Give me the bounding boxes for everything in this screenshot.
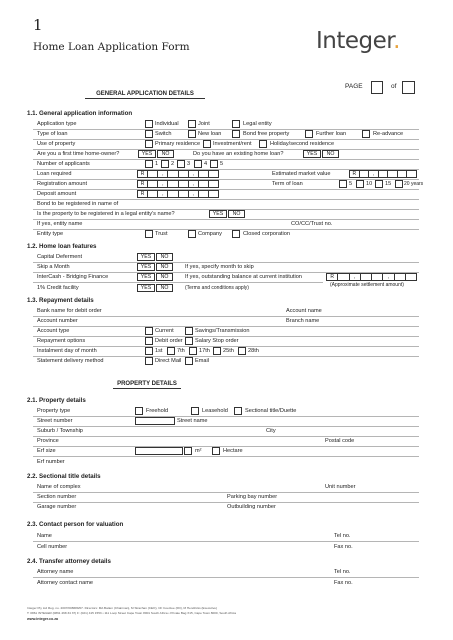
trust-no-label: CO/CC/Trust no. <box>291 221 333 227</box>
repayment-label: Repayment options <box>37 338 86 344</box>
cell-number-label: Cell number <box>37 544 68 550</box>
holiday-checkbox[interactable] <box>259 140 267 148</box>
sectional-checkbox[interactable] <box>234 407 242 415</box>
entity-type-label: Entity type <box>37 231 64 237</box>
applicants-1-label: 1 <box>155 161 159 167</box>
contact-tel-label: Tel no. <box>334 533 351 539</box>
new-loan-label: New loan <box>198 131 222 137</box>
suburb-label: Suburb / Township <box>37 428 83 434</box>
section-header-general: GENERAL APPLICATION DETAILS <box>85 90 205 99</box>
existing-loan-label: Do you have an existing home loan? <box>193 151 284 157</box>
first-time-yes[interactable]: YES <box>138 150 156 158</box>
heading-1-3: 1.3. Repayment details <box>27 297 94 304</box>
complex-label: Name of complex <box>37 484 81 490</box>
intercash-label: InterCash - Bridging Finance <box>37 274 109 280</box>
applicants-4-label: 4 <box>204 161 208 167</box>
term-5-label: 5 <box>349 181 353 187</box>
freehold-checkbox[interactable] <box>135 407 143 415</box>
heading-2-3: 2.3. Contact person for valuation <box>27 521 124 528</box>
application-type-label: Application type <box>37 121 77 127</box>
city-label: City <box>266 428 276 434</box>
legal-entity-yes[interactable]: YES <box>209 210 227 218</box>
day-7-label: 7th <box>177 348 185 354</box>
further-loan-label: Further loan <box>316 131 347 137</box>
existing-loan-no[interactable]: NO <box>322 150 339 158</box>
applicants-3-label: 3 <box>187 161 191 167</box>
investment-checkbox[interactable] <box>203 140 211 148</box>
re-advance-label: Re-advance <box>373 131 404 137</box>
branch-name-label: Branch name <box>286 318 320 324</box>
account-name-label: Account name <box>286 308 322 314</box>
legal-entity-no[interactable]: NO <box>228 210 245 218</box>
primary-residence-label: Primary residence <box>155 141 201 147</box>
garage-number-label: Garage number <box>37 504 77 510</box>
day-1-label: 1st <box>155 348 163 354</box>
attorney-contact-label: Attorney contact name <box>37 580 93 586</box>
unit-number-label: Unit number <box>325 484 356 490</box>
joint-label: Joint <box>198 121 210 127</box>
term-20-label: 20 years <box>404 181 424 187</box>
attorney-name-label: Attorney name <box>37 569 74 575</box>
stop-order-label: Salary Stop order <box>195 338 239 344</box>
skip-yes[interactable]: YES <box>137 263 155 271</box>
day-28-label: 28th <box>248 348 259 354</box>
attorney-tel-label: Tel no. <box>334 569 351 575</box>
hectare-checkbox[interactable] <box>212 447 220 455</box>
heading-2-2: 2.2. Sectional title details <box>27 473 101 480</box>
facility-yes[interactable]: YES <box>137 284 155 292</box>
statement-label: Statement delivery method <box>37 358 104 364</box>
brand-logo <box>316 28 400 54</box>
trust-checkbox[interactable] <box>145 230 153 238</box>
bank-name-label: Bank name for debit order <box>37 308 102 314</box>
contact-name-label: Name <box>37 533 52 539</box>
legal-entity-label: Legal entity <box>243 121 272 127</box>
intercash-sub: (Approximate settlement amount) <box>330 282 404 288</box>
deposit-currency: R <box>138 191 148 197</box>
street-name-label: Street name <box>177 418 208 424</box>
term-15-checkbox[interactable] <box>375 180 383 188</box>
outbuilding-label: Outbuilding number <box>227 504 276 510</box>
intercash-no[interactable]: NO <box>156 273 173 281</box>
email-label: Email <box>195 358 209 364</box>
bond-name-label: Bond to be registered in name of <box>37 201 119 207</box>
loan-required-input[interactable]: R , , <box>137 170 219 178</box>
capital-no[interactable]: NO <box>156 253 173 261</box>
investment-label: Investment/rent <box>213 141 252 147</box>
primary-residence-checkbox[interactable] <box>145 140 153 148</box>
bond-free-label: Bond free property <box>243 131 290 137</box>
facility-note: (Terms and conditions apply) <box>185 285 249 291</box>
market-value-input[interactable]: R , <box>349 170 417 178</box>
direct-mail-label: Direct Mail <box>155 358 182 364</box>
freehold-label: Freehold <box>146 408 169 414</box>
leasehold-checkbox[interactable] <box>191 407 199 415</box>
term-10-checkbox[interactable] <box>356 180 364 188</box>
deposit-label: Deposit amount <box>37 191 77 197</box>
day-17-label: 17th <box>199 348 210 354</box>
intercash-note: If yes, outstanding balance at current institution <box>185 274 302 280</box>
skip-note: If yes, specify month to skip <box>185 264 254 270</box>
closed-corp-label: Closed corporation <box>243 231 290 237</box>
erf-number-label: Erf number <box>37 459 65 465</box>
street-number-label: Street number <box>37 418 73 424</box>
facility-no[interactable]: NO <box>156 284 173 292</box>
province-label: Province <box>37 438 59 444</box>
footer-line-2: T: 0861 INTEGER (0861 468 34 37) F: (021) 415 1553 • 111 Loop Street Cape Town 8001 South Africa • Private Bag X15, Cape Town 8000, South Africa <box>27 611 237 615</box>
skip-no[interactable]: NO <box>156 263 173 271</box>
section-header-property: PROPERTY DETAILS <box>113 380 181 389</box>
registration-label: Registration amount <box>37 181 88 187</box>
day-17-checkbox[interactable] <box>189 347 197 355</box>
term-15-label: 15 <box>385 181 392 187</box>
term-10-label: 10 <box>366 181 373 187</box>
stop-order-checkbox[interactable] <box>185 337 193 345</box>
heading-2-4: 2.4. Transfer attorney details <box>27 558 111 565</box>
registration-currency: R <box>138 181 148 187</box>
intercash-amount-input[interactable]: R , , <box>326 273 417 281</box>
capital-deferment-label: Capital Deferment <box>37 254 83 260</box>
applicants-5-label: 5 <box>220 161 224 167</box>
closed-corp-checkbox[interactable] <box>232 230 240 238</box>
market-value-label: Estimated market value <box>272 171 331 177</box>
footer-url[interactable]: www.integer.co.za <box>27 617 59 621</box>
account-number-label: Account number <box>37 318 78 324</box>
m2-label: m² <box>195 448 202 454</box>
current-checkbox[interactable] <box>145 327 153 335</box>
further-loan-checkbox[interactable] <box>305 130 313 138</box>
term-label: Term of loan <box>272 181 303 187</box>
applicants-1-checkbox[interactable] <box>145 160 153 168</box>
current-label: Current <box>155 328 174 334</box>
applicants-2-label: 2 <box>171 161 175 167</box>
instalment-label: Instalment day of month <box>37 348 97 354</box>
switch-label: Switch <box>155 131 172 137</box>
day-25-checkbox[interactable] <box>213 347 221 355</box>
intercash-yes[interactable]: YES <box>137 273 155 281</box>
bond-free-checkbox[interactable] <box>232 130 240 138</box>
first-time-label: Are you a first time home-owner? <box>37 151 120 157</box>
holiday-label: Holiday/second residence <box>270 141 335 147</box>
joint-checkbox[interactable] <box>188 120 196 128</box>
new-loan-checkbox[interactable] <box>188 130 196 138</box>
page-input[interactable] <box>371 81 383 94</box>
attorney-fax-label: Fax no. <box>334 580 353 586</box>
applicants-2-checkbox[interactable] <box>161 160 169 168</box>
heading-1-1: 1.1. General application information <box>27 110 133 117</box>
leasehold-label: Leasehold <box>202 408 228 414</box>
erf-size-label: Erf size <box>37 448 56 454</box>
day-28-checkbox[interactable] <box>238 347 246 355</box>
trust-label: Trust <box>155 231 168 237</box>
term-20-checkbox[interactable] <box>395 180 403 188</box>
entity-name-label: If yes, entity name <box>37 221 83 227</box>
email-checkbox[interactable] <box>185 357 193 365</box>
use-of-property-label: Use of property <box>37 141 76 147</box>
deposit-input[interactable]: R , , <box>137 190 219 198</box>
legal-entity-question: Is the property to be registered in a legal entity's name? <box>37 211 175 217</box>
credit-facility-label: 1% Credit facility <box>37 285 79 291</box>
individual-checkbox[interactable] <box>145 120 153 128</box>
page-title: Home Loan Application Form <box>33 41 190 53</box>
loan-required-currency: R <box>138 171 148 177</box>
day-1-checkbox[interactable] <box>145 347 153 355</box>
savings-checkbox[interactable] <box>185 327 193 335</box>
day-25-label: 25th <box>223 348 234 354</box>
section-number-label: Section number <box>37 494 77 500</box>
debit-order-label: Debit order <box>155 338 183 344</box>
switch-checkbox[interactable] <box>145 130 153 138</box>
heading-2-1: 2.1. Property details <box>27 397 86 404</box>
postal-code-label: Postal code <box>325 438 355 444</box>
day-7-checkbox[interactable] <box>167 347 175 355</box>
market-value-currency: R <box>350 171 360 177</box>
direct-mail-checkbox[interactable] <box>145 357 153 365</box>
brand-name: Integer <box>316 28 394 54</box>
registration-input[interactable]: R , , <box>137 180 219 188</box>
hectare-label: Hectare <box>223 448 243 454</box>
applicants-3-checkbox[interactable] <box>177 160 185 168</box>
contact-fax-label: Fax no. <box>334 544 353 550</box>
legal-entity-checkbox[interactable] <box>232 120 240 128</box>
applicants-4-checkbox[interactable] <box>194 160 202 168</box>
term-5-checkbox[interactable] <box>339 180 347 188</box>
account-type-label: Account type <box>37 328 70 334</box>
loan-required-label: Loan required <box>37 171 72 177</box>
skip-month-label: Skip a Month <box>37 264 70 270</box>
type-of-loan-label: Type of loan <box>37 131 68 137</box>
page-number: 1 <box>33 16 43 34</box>
page-total-input[interactable] <box>402 81 415 94</box>
footer-line-1: Integer Pty Ltd Reg. no. 2007/008689/07. Directors: MA Batten (Chairman), M Strachan (CEO), CF Coetzee (FD), M Hendricks (Executive) <box>27 606 217 610</box>
street-number-input[interactable] <box>135 417 175 425</box>
re-advance-checkbox[interactable] <box>362 130 370 138</box>
applicants-5-checkbox[interactable] <box>210 160 218 168</box>
applicants-label: Number of applicants <box>37 161 90 167</box>
heading-1-2: 1.2. Home loan features <box>27 243 97 250</box>
erf-size-input[interactable] <box>135 447 183 455</box>
m2-checkbox[interactable] <box>184 447 192 455</box>
page-of-label: of <box>391 83 397 90</box>
debit-order-checkbox[interactable] <box>145 337 153 345</box>
brand-dot: . <box>393 28 400 54</box>
sectional-label: Sectional title/Duette <box>245 408 297 414</box>
company-checkbox[interactable] <box>188 230 196 238</box>
savings-label: Savings/Transmission <box>195 328 250 334</box>
intercash-currency: R <box>327 274 338 280</box>
individual-label: Individual <box>155 121 179 127</box>
capital-yes[interactable]: YES <box>137 253 155 261</box>
parking-bay-label: Parking bay number <box>227 494 278 500</box>
first-time-no[interactable]: NO <box>157 150 174 158</box>
property-type-label: Property type <box>37 408 71 414</box>
page-label: PAGE <box>345 83 363 90</box>
company-label: Company <box>198 231 222 237</box>
existing-loan-yes[interactable]: YES <box>303 150 321 158</box>
